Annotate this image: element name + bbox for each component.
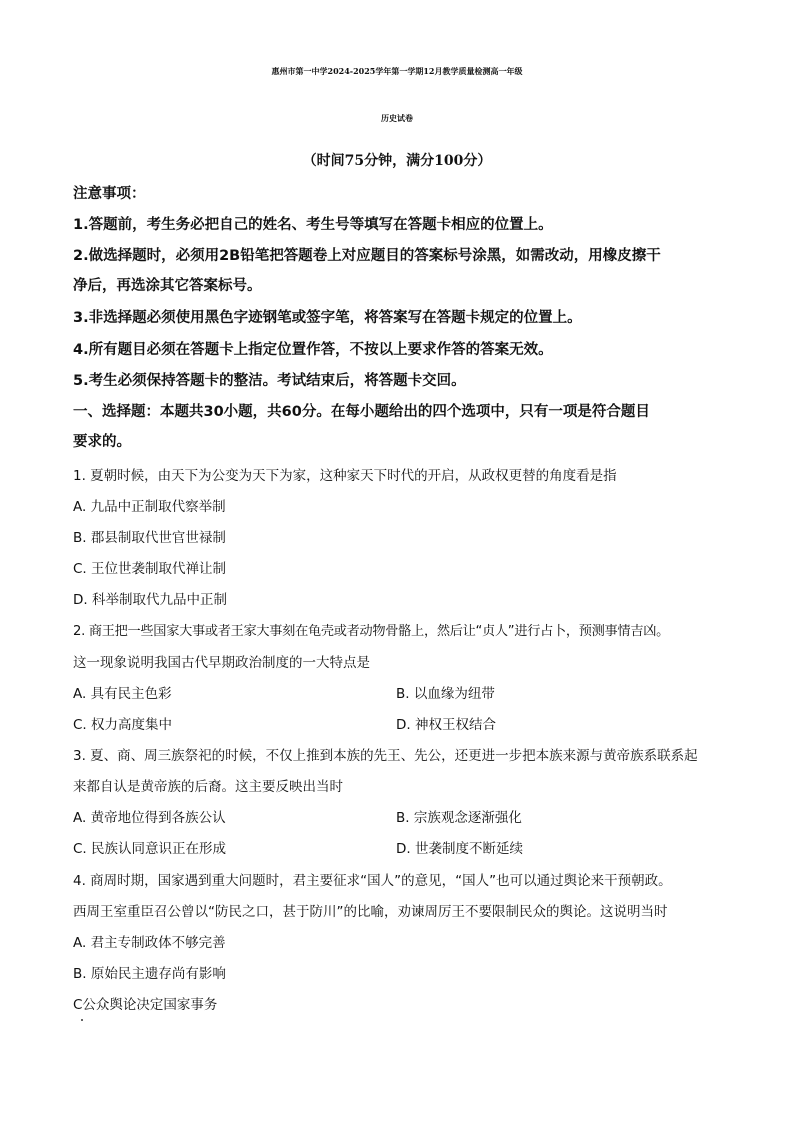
question-1-option-c: C. 王位世袭制取代禅让制 [73, 561, 227, 577]
question-3-stem: 3. 夏、商、周三族祭祀的时候，不仅上推到本族的先王、先公，还更进一步把本族来源与黄帝族系联系起 [73, 748, 698, 764]
question-3-option-d: D. 世袭制度不断延续 [396, 841, 523, 857]
question-1-option-a: A. 九品中正制取代察举制 [73, 499, 226, 515]
section-heading: 一、选择题：本题共30小题，共60分。在每小题给出的四个选项中，只有一项是符合题目 [73, 404, 650, 420]
question-4-option-c: C公众舆论决定国家事务 [73, 997, 218, 1013]
question-2-option-a: A. 具有民主色彩 [73, 686, 172, 702]
question-4-stem: 4. 商周时期，国家遇到重大问题时，君主要征求“国人”的意见，“国人”也可以通过舆论来干预朝政。 [73, 873, 672, 889]
question-1-option-d: D. 科举制取代九品中正制 [73, 592, 227, 608]
notice-item: 3.非选择题必须使用黑色字迹钢笔或签字笔，将答案写在答题卡规定的位置上。 [73, 310, 582, 326]
question-2-option-d: D. 神权王权结合 [396, 717, 496, 733]
exam-time-info: （时间75分钟，满分100分） [302, 153, 492, 169]
notice-item: 2.做选择题时，必须用2B铅笔把答题卷上对应题目的答案标号涂黑，如需改动，用橡皮擦干 [73, 248, 661, 264]
exam-subject-title: 历史试卷 [381, 113, 413, 123]
question-3-option-b: B. 宗族观念逐渐强化 [396, 810, 522, 826]
exam-title: 惠州市第一中学2024-2025学年第一学期12月教学质量检测高一年级 [271, 66, 523, 76]
question-2-option-c: C. 权力高度集中 [73, 717, 173, 733]
notice-item: 5.考生必须保持答题卡的整洁。考试结束后，将答题卡交回。 [73, 373, 466, 389]
section-heading-cont: 要求的。 [73, 434, 131, 450]
question-2-stem-cont: 这一现象说明我国古代早期政治制度的一大特点是 [73, 655, 370, 671]
question-1-stem: 1. 夏朝时候，由天下为公变为天下为家，这种家天下时代的开启，从政权更替的角度看是指 [73, 468, 617, 484]
question-3-option-c: C. 民族认同意识正在形成 [73, 841, 227, 857]
question-2-option-b: B. 以血缘为纽带 [396, 686, 495, 702]
question-2-stem: 2. 商王把一些国家大事或者王家大事刻在龟壳或者动物骨骼上，然后让“贞人”进行占卜，预测事情吉凶。 [73, 624, 669, 639]
notice-item: 净后，再选涂其它答案标号。 [73, 278, 262, 294]
page-mark [81, 1019, 83, 1021]
notice-item: 4.所有题目必须在答题卡上指定位置作答，不按以上要求作答的答案无效。 [73, 342, 553, 358]
question-3-stem-cont: 来都自认是黄帝族的后裔。这主要反映出当时 [73, 779, 343, 795]
question-4-stem-cont: 西周王室重臣召公曾以“防民之口，甚于防川”的比喻，劝谏周厉王不要限制民众的舆论。这说明当时 [73, 904, 668, 920]
question-3-option-a: A. 黄帝地位得到各族公认 [73, 810, 226, 826]
question-4-option-a: A. 君主专制政体不够完善 [73, 935, 226, 951]
notice-heading: 注意事项： [73, 186, 146, 202]
question-1-option-b: B. 郡县制取代世官世禄制 [73, 530, 226, 546]
notice-item: 1.答题前，考生务必把自己的姓名、考生号等填写在答题卡相应的位置上。 [73, 217, 553, 233]
question-4-option-b: B. 原始民主遗存尚有影响 [73, 966, 226, 982]
